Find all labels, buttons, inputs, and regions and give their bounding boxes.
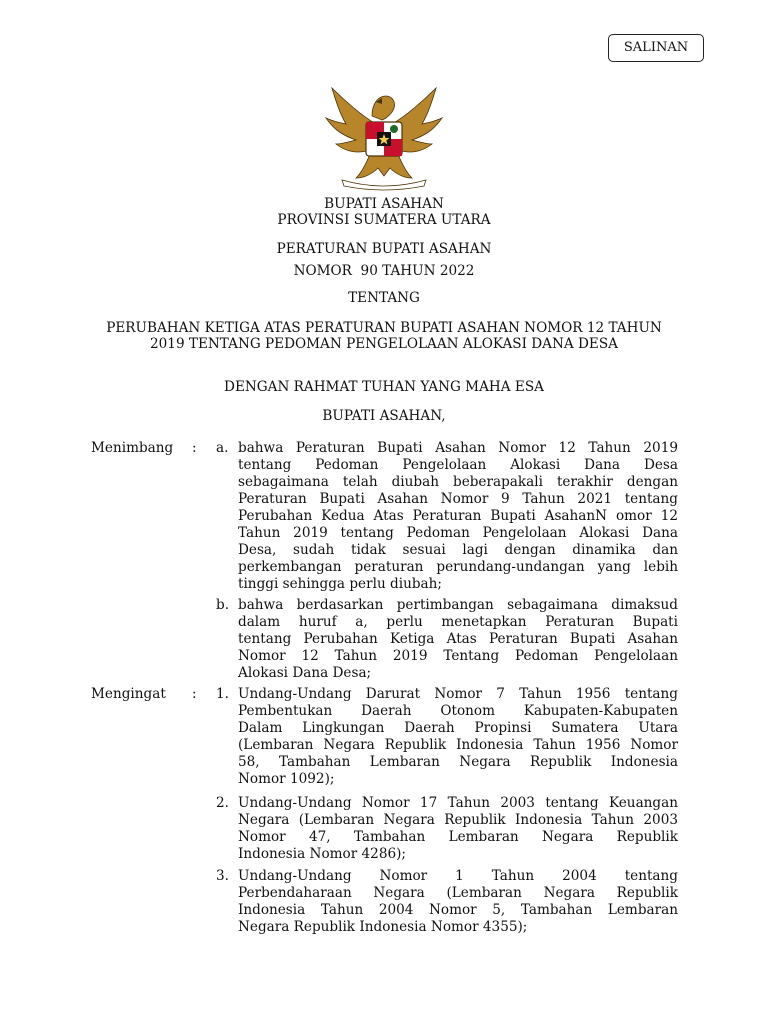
salinan-stamp: SALINAN	[608, 34, 704, 62]
paragraph-line: bahwa berdasarkan pertimbangan sebagaimana dimaksud	[238, 597, 678, 613]
item-marker: 3.	[216, 868, 229, 884]
paragraph-line: Undang-Undang Nomor 17 Tahun 2003 tentang Keuangan	[238, 795, 678, 811]
mengingat-colon: :	[192, 686, 197, 702]
mengingat-label: Mengingat	[91, 686, 166, 702]
paragraph-line: Nomor 47, Tambahan Lembaran Negara Republik	[238, 829, 678, 845]
paragraph-line: tentang Perubahan Ketiga Atas Peraturan Bupati Asahan	[238, 631, 678, 647]
item-marker: 2.	[216, 795, 229, 811]
paragraph-line: Negara Republik Indonesia Nomor 4355);	[238, 919, 528, 935]
garuda-pancasila-emblem-icon	[322, 80, 446, 192]
subject-line: 2019 TENTANG PEDOMAN PENGELOLAAN ALOKASI DANA DESA	[150, 336, 618, 352]
paragraph-line: Perubahan Kedua Atas Peraturan Bupati AsahanN omor 12	[238, 508, 678, 524]
paragraph-line: Perbendaharaan Negara (Lembaran Negara Republik	[238, 885, 678, 901]
paragraph-line: Peraturan Bupati Asahan Nomor 9 Tahun 2021 tentang	[238, 491, 678, 507]
item-marker: b.	[216, 597, 230, 613]
regulation-title: PERATURAN BUPATI ASAHAN	[276, 241, 492, 257]
item-marker: a.	[216, 440, 229, 456]
paragraph-line: Undang-Undang Nomor 1 Tahun 2004 tentang	[238, 868, 678, 884]
paragraph-line: sebagaimana telah diubah beberapakali terakhir dengan	[238, 474, 678, 490]
paragraph-line: perkembangan peraturan perundang-undangan yang lebih	[238, 559, 678, 575]
signatory-heading: BUPATI ASAHAN,	[322, 408, 446, 424]
about-label: TENTANG	[348, 290, 420, 306]
paragraph-line: Nomor 12 Tahun 2019 Tentang Pedoman Pengelolaan	[238, 648, 678, 664]
paragraph-line: Desa, sudah tidak sesuai lagi dengan dinamika dan	[238, 542, 678, 558]
paragraph-line: bahwa Peraturan Bupati Asahan Nomor 12 Tahun 2019	[238, 440, 678, 456]
paragraph-line: tinggi sehingga perlu diubah;	[238, 576, 442, 592]
paragraph-line: Nomor 1092);	[238, 771, 335, 787]
paragraph-line: dalam huruf a, perlu menetapkan Peraturan Bupati	[238, 614, 678, 630]
paragraph-line: tentang Pedoman Pengelolaan Alokasi Dana Desa	[238, 457, 678, 473]
paragraph-line: 58, Tambahan Lembaran Negara Republik Indonesia	[238, 754, 678, 770]
menimbang-colon: :	[192, 440, 197, 456]
issuer-heading: BUPATI ASAHAN	[324, 196, 444, 212]
subject-line: PERUBAHAN KETIGA ATAS PERATURAN BUPATI ASAHAN NOMOR 12 TAHUN	[106, 320, 662, 336]
paragraph-line: Indonesia Nomor 4286);	[238, 846, 407, 862]
blessing-line: DENGAN RAHMAT TUHAN YANG MAHA ESA	[224, 379, 544, 395]
regulation-number: NOMOR 90 TAHUN 2022	[293, 263, 475, 279]
item-marker: 1.	[216, 686, 229, 702]
paragraph-line: Indonesia Tahun 2004 Nomor 5, Tambahan Lembaran	[238, 902, 678, 918]
province-heading: PROVINSI SUMATERA UTARA	[277, 212, 491, 228]
menimbang-label: Menimbang	[91, 440, 174, 456]
paragraph-line: Tahun 2019 tentang Pedoman Pengelolaan Alokasi Dana	[238, 525, 678, 541]
paragraph-line: Pembentukan Daerah Otonom Kabupaten-Kabupaten	[238, 703, 678, 719]
paragraph-line: Negara (Lembaran Negara Republik Indonesia Tahun 2003	[238, 812, 678, 828]
paragraph-line: (Lembaran Negara Republik Indonesia Tahun 1956 Nomor	[238, 737, 678, 753]
paragraph-line: Dalam Lingkungan Daerah Propinsi Sumatera Utara	[238, 720, 678, 736]
paragraph-line: Alokasi Dana Desa;	[238, 665, 372, 681]
paragraph-line: Undang-Undang Darurat Nomor 7 Tahun 1956 tentang	[238, 686, 678, 702]
